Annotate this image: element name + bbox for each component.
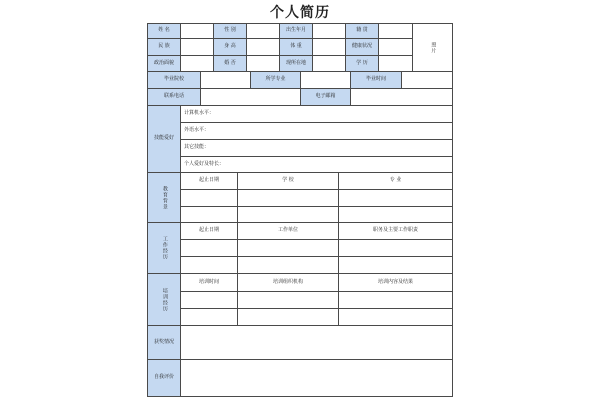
birth-date-field[interactable] (312, 23, 346, 39)
work-duties-2[interactable] (338, 256, 453, 274)
education-major-1[interactable] (338, 189, 453, 207)
political-status-label: 政治面貌 (147, 55, 181, 72)
name-field[interactable] (180, 23, 214, 39)
training-content-2[interactable] (338, 308, 453, 326)
training-header-org: 培训组织机构 (237, 273, 339, 292)
major-label: 所学专业 (250, 71, 301, 89)
training-content-1[interactable] (338, 291, 453, 309)
education-date-2[interactable] (180, 206, 238, 223)
foreign-language-field[interactable]: 外语水平： (180, 122, 453, 140)
marital-label: 婚 否 (213, 55, 247, 72)
ethnicity-label: 民 族 (147, 38, 181, 56)
native-place-label: 籍 贯 (345, 23, 379, 39)
health-field[interactable] (378, 38, 413, 56)
self-evaluation-field[interactable] (180, 359, 453, 397)
weight-field[interactable] (312, 38, 346, 56)
email-label: 电子邮箱 (300, 88, 351, 106)
email-field[interactable] (350, 88, 453, 106)
training-org-1[interactable] (237, 291, 339, 309)
graduation-time-field[interactable] (401, 71, 453, 89)
graduation-time-label: 毕业时间 (350, 71, 402, 89)
residence-field[interactable] (312, 55, 346, 72)
height-field[interactable] (246, 38, 280, 56)
work-header-employer: 工作单位 (237, 222, 339, 240)
weight-label: 体 重 (279, 38, 313, 56)
work-header-date: 起止日期 (180, 222, 238, 240)
computer-level-field[interactable]: 计算机水平： (180, 105, 453, 123)
marital-field[interactable] (246, 55, 280, 72)
school-label: 毕业院校 (147, 71, 201, 89)
work-duties-1[interactable] (338, 239, 453, 257)
training-org-2[interactable] (237, 308, 339, 326)
major-field[interactable] (300, 71, 351, 89)
birth-date-label: 出生年月 (279, 23, 313, 39)
political-status-field[interactable] (180, 55, 214, 72)
education-date-1[interactable] (180, 189, 238, 207)
education-header-school: 学 校 (237, 172, 339, 190)
work-experience-label: 工作经历 (147, 222, 181, 274)
name-label: 姓 名 (147, 23, 181, 39)
degree-field[interactable] (378, 55, 413, 72)
photo-label: 照片 (430, 41, 437, 54)
education-major-2[interactable] (338, 206, 453, 223)
education-school-2[interactable] (237, 206, 339, 223)
residence-label: 现所在地 (279, 55, 313, 72)
work-date-2[interactable] (180, 256, 238, 274)
education-school-1[interactable] (237, 189, 339, 207)
self-evaluation-label: 自我评价 (147, 359, 181, 397)
native-place-field[interactable] (378, 23, 413, 39)
height-label: 身 高 (213, 38, 247, 56)
work-date-1[interactable] (180, 239, 238, 257)
education-label: 教育背景 (147, 172, 181, 223)
gender-label: 性 别 (213, 23, 247, 39)
phone-label: 联系电话 (147, 88, 201, 106)
training-time-1[interactable] (180, 291, 238, 309)
training-label: 培训经历 (147, 273, 181, 326)
school-field[interactable] (200, 71, 251, 89)
hobbies-field[interactable]: 个人爱好及特长： (180, 156, 453, 173)
other-skills-field[interactable]: 其它技能： (180, 139, 453, 157)
page-title: 个人简历 (270, 5, 330, 21)
ethnicity-field[interactable] (180, 38, 214, 56)
skills-label: 技能爱好 (147, 105, 181, 173)
health-label: 健康状况 (345, 38, 379, 56)
training-header-time: 培训时间 (180, 273, 238, 292)
work-header-duties: 职务及主要工作职责 (338, 222, 453, 240)
work-employer-2[interactable] (237, 256, 339, 274)
photo-box[interactable] (412, 23, 453, 72)
degree-label: 学 历 (345, 55, 379, 72)
gender-field[interactable] (246, 23, 280, 39)
awards-label: 获奖情况 (147, 325, 181, 360)
awards-field[interactable] (180, 325, 453, 360)
education-header-date: 起止日期 (180, 172, 238, 190)
phone-field[interactable] (200, 88, 301, 106)
training-time-2[interactable] (180, 308, 238, 326)
training-header-content: 培训内容及结果 (338, 273, 453, 292)
work-employer-1[interactable] (237, 239, 339, 257)
education-header-major: 专 业 (338, 172, 453, 190)
